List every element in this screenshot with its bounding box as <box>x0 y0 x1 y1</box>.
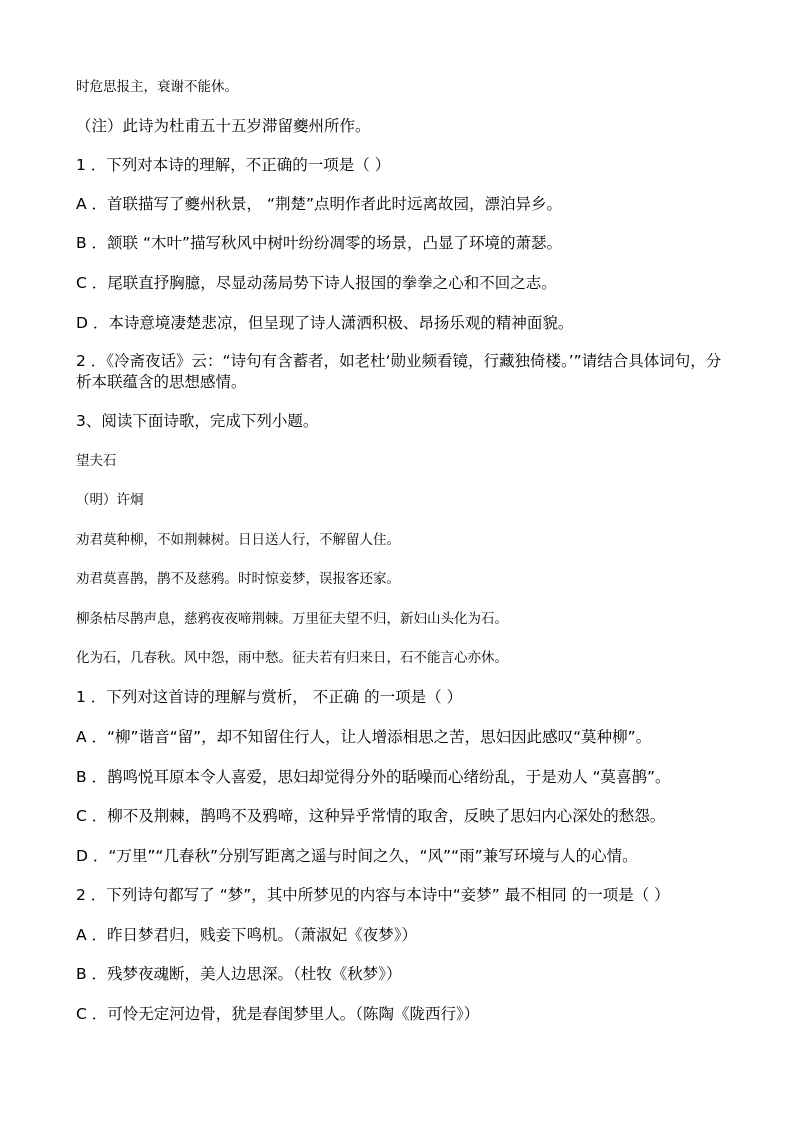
question-1-option-a: A ．首联描写了夔州秋景， “荆楚”点明作者此时远离故园，漂泊异乡。 <box>76 195 563 213</box>
section-3-question-2-option-c: C ．可怜无定河边骨，犹是春闺梦里人。（陈陶《陇西行》） <box>76 1005 480 1023</box>
section-3-question-1-option-b: B ．鹊鸣悦耳原本令人喜爱，思妇却觉得分外的聒噪而心绪纷乱，于是劝人 “莫喜鹊”。 <box>76 768 671 786</box>
poem-line: 劝君莫喜鹊，鹊不及慈鸦。时时惊妾梦，误报客还家。 <box>76 571 400 587</box>
poem-closing-line: 时危思报主，衰谢不能休。 <box>76 79 238 95</box>
poem-title: 望夫石 <box>76 453 117 469</box>
question-2-stem: 2 ．《冷斋夜话》云：“诗句有含蓄者，如老杜‘勋业频看镜，行藏独倚楼。’”请结合具体词句，分析本联蕴含的思想感情。 <box>76 352 722 391</box>
section-3-question-1-option-c: C ．柳不及荆棘，鹊鸣不及鸦啼，这种异乎常情的取舍，反映了思妇内心深处的愁怨。 <box>76 807 666 825</box>
question-1-stem: 1 ．下列对本诗的理解，不正确的一项是（ ） <box>76 156 391 174</box>
poem-note: （注）此诗为杜甫五十五岁滞留夔州所作。 <box>76 117 371 135</box>
poem-line: 劝君莫种柳，不如荆棘树。日日送人行，不解留人住。 <box>76 532 400 548</box>
question-1-option-d: D ．本诗意境凄楚悲凉，但呈现了诗人潇洒积极、昂扬乐观的精神面貌。 <box>76 314 574 332</box>
section-3-question-1-option-a: A ．“柳”谐音“留”，却不知留住行人，让人增添相思之苦，思妇因此感叹“莫种柳”。 <box>76 728 652 746</box>
section-3-question-2-stem: 2 ．下列诗句都写了 “梦”，其中所梦见的内容与本诗中“妾梦” 最不相同 的一项是（ ） <box>76 886 670 904</box>
poem-author: （明）许炯 <box>76 492 144 508</box>
section-3-question-2-option-b: B ．残梦夜魂断，美人边思深。（杜牧《秋梦》） <box>76 965 402 983</box>
question-1-option-b: B ．颔联 “木叶”描写秋风中树叶纷纷凋零的场景，凸显了环境的萧瑟。 <box>76 234 563 252</box>
poem-line: 柳条枯尽鹊声息，慈鸦夜夜啼荆棘。万里征夫望不归，新妇山头化为石。 <box>76 611 508 627</box>
poem-line: 化为石，几春秋。风中怨，雨中愁。征夫若有归来日，石不能言心亦休。 <box>76 650 508 666</box>
section-3-question-1-stem: 1 ．下列对这首诗的理解与赏析， 不正确 的一项是（ ） <box>76 688 463 706</box>
section-3-question-1-option-d: D ．“万里”“几春秋”分别写距离之遥与时间之久，“风”“雨”兼写环境与人的心情。 <box>76 847 638 865</box>
section-3-question-2-option-a: A ．昨日梦君归，贱妾下鸣机。（萧淑妃《夜梦》） <box>76 926 418 944</box>
question-1-option-c: C ．尾联直抒胸臆，尽显动荡局势下诗人报国的拳拳之心和不回之志。 <box>76 274 557 292</box>
section-3-instruction: 3、阅读下面诗歌，完成下列小题。 <box>76 412 319 430</box>
